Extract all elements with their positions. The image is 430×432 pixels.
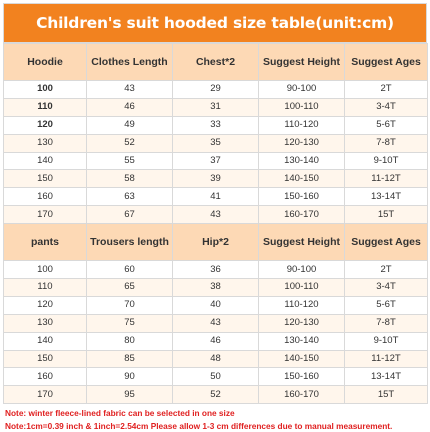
table-cell: 7-8T	[345, 314, 428, 332]
table-cell: 120	[4, 296, 87, 314]
column-header: Suggest Height	[259, 44, 345, 81]
table-cell: 85	[87, 350, 173, 368]
table-row	[4, 386, 428, 404]
table-cell: 150-160	[259, 188, 345, 206]
table-cell: 150	[4, 350, 87, 368]
table-row	[4, 368, 428, 386]
table-cell: 140-150	[259, 350, 345, 368]
table-cell: 40	[173, 296, 259, 314]
column-header: Suggest Height	[259, 224, 345, 261]
table-cell: 37	[173, 152, 259, 170]
table-cell: 110	[4, 279, 87, 297]
table-cell: 130-140	[259, 152, 345, 170]
table-row	[4, 98, 428, 116]
table-cell: 5-6T	[345, 296, 428, 314]
table-cell: 100	[4, 81, 87, 99]
size-table	[3, 43, 428, 404]
table-cell: 95	[87, 386, 173, 404]
table-row	[4, 170, 428, 188]
table-cell: 2T	[345, 81, 428, 99]
table-cell: 110-120	[259, 116, 345, 134]
table-cell: 43	[173, 206, 259, 224]
table-cell: 9-10T	[345, 152, 428, 170]
column-header: Chest*2	[173, 44, 259, 81]
table-cell: 35	[173, 134, 259, 152]
note-measurement: Note:1cm=0.39 inch & 1inch=2.54cm Please allow 1-3 cm differences due to manual measurement.	[5, 420, 393, 431]
table-cell: 46	[87, 98, 173, 116]
table-cell: 36	[173, 261, 259, 279]
table-cell: 160-170	[259, 386, 345, 404]
table-cell: 58	[87, 170, 173, 188]
table-cell: 11-12T	[345, 170, 428, 188]
notes	[3, 407, 427, 432]
column-header: Suggest Ages	[345, 44, 428, 81]
column-header: Trousers length	[87, 224, 173, 261]
table-cell: 2T	[345, 261, 428, 279]
table-cell: 3-4T	[345, 98, 428, 116]
table-row	[4, 152, 428, 170]
table-cell: 55	[87, 152, 173, 170]
table-cell: 170	[4, 206, 87, 224]
table-cell: 75	[87, 314, 173, 332]
note-fleece: Note: winter fleece-lined fabric can be selected in one size	[5, 408, 235, 419]
table-cell: 100-110	[259, 98, 345, 116]
table-cell: 100-110	[259, 279, 345, 297]
column-header: Hip*2	[173, 224, 259, 261]
table-cell: 120-130	[259, 314, 345, 332]
table-cell: 49	[87, 116, 173, 134]
table-cell: 130-140	[259, 332, 345, 350]
table-cell: 90-100	[259, 81, 345, 99]
table-row	[4, 261, 428, 279]
table-row	[4, 279, 428, 297]
pants-header-row	[4, 224, 428, 261]
column-header: Hoodie	[4, 44, 87, 81]
table-cell: 5-6T	[345, 116, 428, 134]
table-cell: 100	[4, 261, 87, 279]
table-cell: 52	[87, 134, 173, 152]
table-row	[4, 314, 428, 332]
table-cell: 33	[173, 116, 259, 134]
table-row	[4, 188, 428, 206]
table-cell: 13-14T	[345, 368, 428, 386]
table-cell: 3-4T	[345, 279, 428, 297]
table-cell: 60	[87, 261, 173, 279]
table-cell: 50	[173, 368, 259, 386]
table-cell: 46	[173, 332, 259, 350]
column-header: Clothes Length	[87, 44, 173, 81]
table-cell: 160	[4, 368, 87, 386]
table-cell: 13-14T	[345, 188, 428, 206]
table-cell: 80	[87, 332, 173, 350]
table-cell: 170	[4, 386, 87, 404]
chart-title: Children's suit hooded size table(unit:cm)	[3, 3, 427, 43]
table-cell: 48	[173, 350, 259, 368]
table-cell: 11-12T	[345, 350, 428, 368]
table-cell: 7-8T	[345, 134, 428, 152]
table-row	[4, 81, 428, 99]
table-cell: 160-170	[259, 206, 345, 224]
table-row	[4, 206, 428, 224]
table-cell: 38	[173, 279, 259, 297]
table-cell: 120-130	[259, 134, 345, 152]
table-cell: 160	[4, 188, 87, 206]
table-cell: 63	[87, 188, 173, 206]
table-row	[4, 332, 428, 350]
table-cell: 150	[4, 170, 87, 188]
table-cell: 110-120	[259, 296, 345, 314]
table-cell: 90-100	[259, 261, 345, 279]
table-row	[4, 116, 428, 134]
table-cell: 130	[4, 314, 87, 332]
table-cell: 52	[173, 386, 259, 404]
table-cell: 140	[4, 152, 87, 170]
table-cell: 110	[4, 98, 87, 116]
table-cell: 130	[4, 134, 87, 152]
table-cell: 140	[4, 332, 87, 350]
table-cell: 29	[173, 81, 259, 99]
table-cell: 15T	[345, 206, 428, 224]
table-row	[4, 350, 428, 368]
table-cell: 140-150	[259, 170, 345, 188]
table-cell: 15T	[345, 386, 428, 404]
table-cell: 41	[173, 188, 259, 206]
table-cell: 31	[173, 98, 259, 116]
table-cell: 67	[87, 206, 173, 224]
size-chart	[3, 3, 427, 432]
table-cell: 120	[4, 116, 87, 134]
hoodie-header-row	[4, 44, 428, 81]
column-header: Suggest Ages	[345, 224, 428, 261]
table-cell: 90	[87, 368, 173, 386]
column-header: pants	[4, 224, 87, 261]
table-row	[4, 134, 428, 152]
table-cell: 150-160	[259, 368, 345, 386]
table-cell: 43	[87, 81, 173, 99]
table-cell: 70	[87, 296, 173, 314]
table-row	[4, 296, 428, 314]
table-cell: 39	[173, 170, 259, 188]
table-cell: 9-10T	[345, 332, 428, 350]
table-cell: 65	[87, 279, 173, 297]
table-cell: 43	[173, 314, 259, 332]
